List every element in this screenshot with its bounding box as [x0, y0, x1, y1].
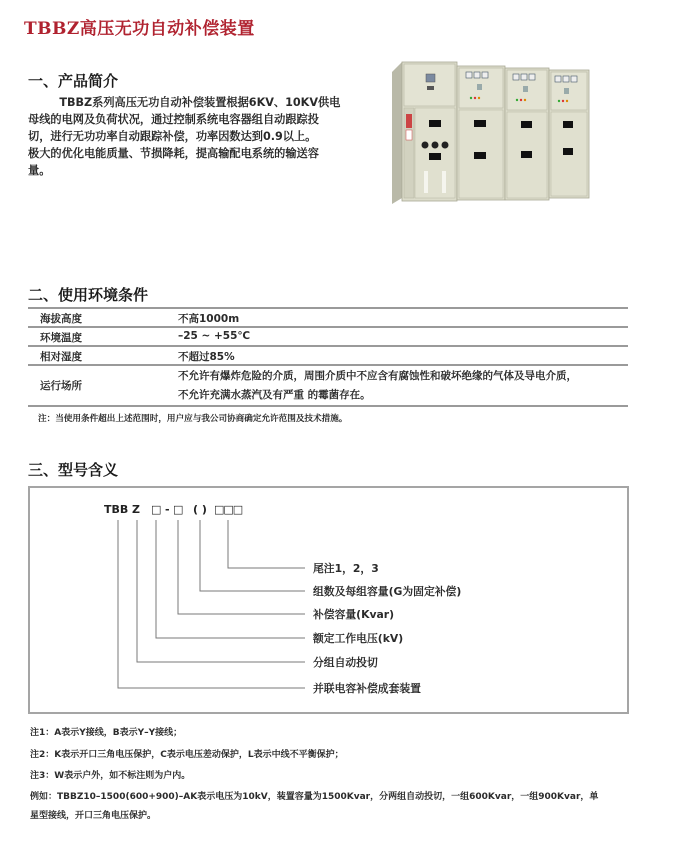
- row-key: 环境温度: [40, 332, 82, 344]
- connector-groups: [200, 520, 305, 591]
- conditions-note: 注：当使用条件超出上述范围时，用户应与我公司协商确定允许范围及技术措施。: [38, 414, 348, 424]
- code-box-2: □: [173, 503, 184, 516]
- label-device: 并联电容补偿成套装置: [313, 682, 421, 695]
- row-value: 不高1000m: [178, 313, 240, 325]
- example-line-2: 星型接线，开口三角电压保护。: [30, 811, 157, 821]
- intro-line: 量。: [28, 164, 51, 177]
- connector-device: [118, 520, 305, 688]
- row-value: 不允许有爆炸危险的介质，周围介质中不应含有腐蚀性和破坏绝缘的气体及导电介质，: [178, 370, 577, 382]
- label-suffix: 尾注1，2，3: [313, 562, 379, 575]
- label-capacity: 补偿容量(Kvar): [313, 608, 395, 621]
- code-box-1: □: [151, 503, 162, 516]
- connector-capacity: [178, 520, 305, 614]
- code-z: Z: [132, 503, 140, 516]
- intro-line: 切，进行无功功率自动跟踪补偿，功率因数达到0.9以上。: [28, 130, 317, 143]
- row-key: 相对湿度: [40, 351, 82, 363]
- row-key: 海拔高度: [40, 313, 82, 325]
- row-value: –25 ~ +55℃: [178, 330, 251, 342]
- label-switching: 分组自动投切: [313, 656, 378, 669]
- label-voltage: 额定工作电压(kV): [313, 632, 404, 645]
- note-2: 注2：K表示开口三角电压保护，C表示电压差动保护，L表示中线不平衡保护；: [30, 750, 344, 760]
- intro-line: 极大的优化电能质量、节损降耗，提高输配电系统的输送容: [28, 147, 319, 160]
- section1-heading: 一、产品简介: [28, 72, 119, 90]
- code-tbb: TBB: [104, 503, 129, 516]
- example-line-1: 例如：TBBZ10–1500(600+900)–AK表示电压为10kV，装置容量为1500Kvar，分两组自动投切，一组600Kvar，一组900Kvar，单: [30, 792, 599, 802]
- code-boxes-3: □□□: [214, 503, 243, 516]
- code-paren: ( ): [193, 503, 207, 516]
- note-3: 注3：W表示户外，如不标注则为户内。: [30, 771, 191, 781]
- page-title: TBBZ高压无功自动补偿装置: [24, 19, 255, 39]
- label-groups: 组数及每组容量(G为固定补偿): [313, 585, 462, 598]
- section2-heading: 二、使用环境条件: [28, 286, 149, 304]
- code-dash: -: [165, 503, 170, 516]
- connector-suffix: [228, 520, 305, 568]
- row-value: 不允许充满水蒸汽及有严重 的霉菌存在。: [178, 389, 371, 401]
- intro-line: TBBZ系列高压无功自动补偿装置根据6KV、10KV供电: [59, 96, 341, 109]
- row-key: 运行场所: [40, 380, 82, 392]
- row-value: 不超过85%: [178, 351, 235, 363]
- section3-heading: 三、型号含义: [28, 461, 119, 479]
- note-1: 注1：A表示Y接线，B表示Y–Y接线；: [30, 728, 183, 738]
- intro-line: 母线的电网及负荷状况，通过控制系统电容器组自动跟踪投: [28, 113, 319, 126]
